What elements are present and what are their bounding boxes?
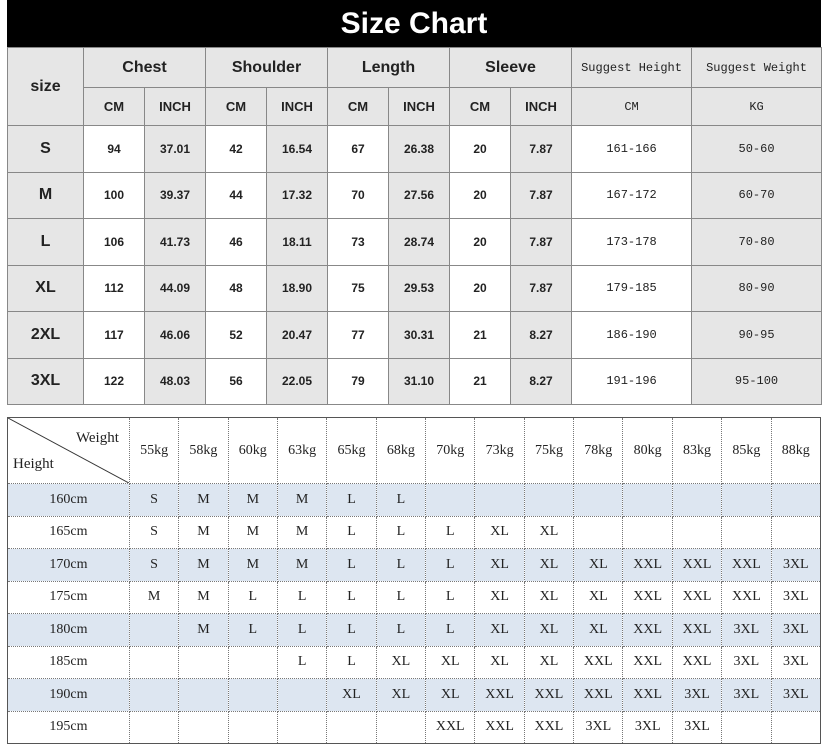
- measurement-cell: 79: [328, 358, 389, 405]
- measurement-cell: 52: [206, 312, 267, 359]
- recommended-size-cell: [771, 711, 820, 744]
- size-row: [8, 312, 822, 359]
- size-label: 3XL: [8, 358, 84, 405]
- recommended-size-cell: XXL: [475, 711, 524, 744]
- height-row: [8, 516, 821, 549]
- recommended-size-cell: L: [327, 549, 376, 582]
- weight-header-cell: 65kg: [327, 418, 376, 484]
- size-label: S: [8, 126, 84, 173]
- recommended-size-cell: L: [228, 614, 277, 647]
- weight-axis-label: Weight: [75, 430, 119, 446]
- unit-header: CM: [206, 88, 267, 126]
- diagonal-divider: [8, 418, 129, 483]
- recommended-size-cell: L: [426, 549, 475, 582]
- recommended-size-cell: L: [376, 549, 425, 582]
- recommended-size-cell: XL: [524, 549, 573, 582]
- recommended-size-cell: S: [129, 549, 178, 582]
- measurement-cell: 20: [450, 219, 511, 266]
- recommended-size-cell: M: [228, 484, 277, 517]
- measurement-cell: 30.31: [389, 312, 450, 359]
- unit-header: INCH: [389, 88, 450, 126]
- measurement-cell: 16.54: [267, 126, 328, 173]
- recommended-size-cell: L: [376, 614, 425, 647]
- recommended-size-cell: XL: [524, 581, 573, 614]
- recommended-size-cell: 3XL: [771, 549, 820, 582]
- weight-header-cell: 68kg: [376, 418, 425, 484]
- recommended-size-cell: L: [376, 581, 425, 614]
- recommended-size-cell: XL: [574, 614, 623, 647]
- recommended-size-cell: 3XL: [771, 646, 820, 679]
- measurement-cell: 7.87: [511, 265, 572, 312]
- recommended-size-cell: L: [327, 646, 376, 679]
- measurement-cell: 90-95: [692, 312, 822, 359]
- unit-header: INCH: [511, 88, 572, 126]
- recommended-size-cell: XL: [524, 516, 573, 549]
- measurement-cell: 75: [328, 265, 389, 312]
- measurement-cell: 67: [328, 126, 389, 173]
- recommended-size-cell: [771, 484, 820, 517]
- measurement-cell: 80-90: [692, 265, 822, 312]
- recommended-size-cell: [672, 516, 721, 549]
- recommended-size-cell: [179, 711, 228, 744]
- weight-header-row: [8, 418, 821, 484]
- recommended-size-cell: XL: [524, 646, 573, 679]
- recommended-size-cell: M: [179, 549, 228, 582]
- recommended-size-cell: L: [327, 516, 376, 549]
- suggest-height-header: Suggest Height: [572, 48, 692, 88]
- unit-header: INCH: [267, 88, 328, 126]
- recommended-size-cell: XL: [327, 679, 376, 712]
- height-label: 195cm: [8, 711, 130, 744]
- recommended-size-cell: [722, 711, 771, 744]
- recommended-size-cell: [672, 484, 721, 517]
- recommended-size-cell: XXL: [524, 679, 573, 712]
- recommended-size-cell: M: [228, 516, 277, 549]
- recommended-size-cell: L: [228, 581, 277, 614]
- measurement-cell: 41.73: [145, 219, 206, 266]
- recommended-size-cell: XL: [376, 679, 425, 712]
- recommended-size-cell: XXL: [574, 679, 623, 712]
- recommended-size-cell: [228, 711, 277, 744]
- measurement-cell: 31.10: [389, 358, 450, 405]
- measurement-cell: 50-60: [692, 126, 822, 173]
- recommended-size-cell: XL: [426, 679, 475, 712]
- measurement-cell: 8.27: [511, 358, 572, 405]
- recommended-size-cell: XXL: [574, 646, 623, 679]
- recommended-size-cell: XL: [574, 549, 623, 582]
- recommended-size-cell: M: [129, 581, 178, 614]
- measurement-cell: 26.38: [389, 126, 450, 173]
- measurement-cell: 73: [328, 219, 389, 266]
- size-column-header: size: [8, 48, 84, 126]
- weight-header-cell: 73kg: [475, 418, 524, 484]
- recommended-size-cell: M: [228, 549, 277, 582]
- size-row: [8, 265, 822, 312]
- measurement-cell: 20: [450, 126, 511, 173]
- recommended-size-cell: XXL: [672, 549, 721, 582]
- measurement-cell: 18.90: [267, 265, 328, 312]
- recommended-size-cell: [228, 646, 277, 679]
- unit-header: CM: [572, 88, 692, 126]
- measurement-cell: 112: [84, 265, 145, 312]
- measurement-cell: 17.32: [267, 172, 328, 219]
- recommended-size-cell: XL: [426, 646, 475, 679]
- recommended-size-cell: [722, 484, 771, 517]
- recommended-size-cell: M: [179, 581, 228, 614]
- unit-header: INCH: [145, 88, 206, 126]
- unit-header: KG: [692, 88, 822, 126]
- size-label: XL: [8, 265, 84, 312]
- recommended-size-cell: XXL: [623, 549, 672, 582]
- measurement-cell: 186-190: [572, 312, 692, 359]
- measurement-cell: 161-166: [572, 126, 692, 173]
- size-label: 2XL: [8, 312, 84, 359]
- weight-header-cell: 75kg: [524, 418, 573, 484]
- weight-header-cell: 55kg: [129, 418, 178, 484]
- shoulder-header: Shoulder: [206, 48, 328, 88]
- unit-header: CM: [84, 88, 145, 126]
- measurement-cell: 70: [328, 172, 389, 219]
- measurement-cell: 70-80: [692, 219, 822, 266]
- recommended-size-cell: L: [426, 581, 475, 614]
- weight-header-cell: 80kg: [623, 418, 672, 484]
- weight-header-cell: 58kg: [179, 418, 228, 484]
- measurement-cell: 167-172: [572, 172, 692, 219]
- recommended-size-cell: XL: [475, 581, 524, 614]
- recommended-size-cell: L: [277, 646, 326, 679]
- measurement-cell: 95-100: [692, 358, 822, 405]
- size-row: [8, 172, 822, 219]
- height-row: [8, 679, 821, 712]
- recommended-size-cell: [623, 484, 672, 517]
- height-row: [8, 711, 821, 744]
- weight-header-cell: 60kg: [228, 418, 277, 484]
- recommended-size-cell: XXL: [475, 679, 524, 712]
- height-row: [8, 581, 821, 614]
- recommended-size-cell: XXL: [672, 581, 721, 614]
- height-label: 175cm: [8, 581, 130, 614]
- recommended-size-cell: 3XL: [722, 614, 771, 647]
- recommended-size-cell: [574, 484, 623, 517]
- recommended-size-cell: 3XL: [722, 646, 771, 679]
- measurement-cell: 29.53: [389, 265, 450, 312]
- recommended-size-cell: M: [179, 516, 228, 549]
- measurement-cell: 7.87: [511, 172, 572, 219]
- recommended-size-cell: [129, 711, 178, 744]
- measurement-cell: 27.56: [389, 172, 450, 219]
- measurement-cell: 44.09: [145, 265, 206, 312]
- recommended-size-cell: XXL: [524, 711, 573, 744]
- recommended-size-cell: [228, 679, 277, 712]
- measurement-cell: 56: [206, 358, 267, 405]
- height-label: 190cm: [8, 679, 130, 712]
- recommended-size-cell: S: [129, 516, 178, 549]
- height-row: [8, 614, 821, 647]
- recommended-size-cell: M: [179, 484, 228, 517]
- recommended-size-cell: M: [277, 484, 326, 517]
- recommended-size-cell: [524, 484, 573, 517]
- measurement-cell: 179-185: [572, 265, 692, 312]
- measurement-cell: 46.06: [145, 312, 206, 359]
- recommended-size-cell: L: [327, 484, 376, 517]
- height-label: 185cm: [8, 646, 130, 679]
- recommended-size-cell: L: [277, 581, 326, 614]
- measurement-cell: 46: [206, 219, 267, 266]
- recommended-size-cell: 3XL: [771, 679, 820, 712]
- page-title: Size Chart: [7, 0, 821, 47]
- recommended-size-cell: XXL: [623, 646, 672, 679]
- recommended-size-cell: 3XL: [574, 711, 623, 744]
- recommended-size-cell: [129, 679, 178, 712]
- unit-header: CM: [328, 88, 389, 126]
- measurement-cell: 8.27: [511, 312, 572, 359]
- recommended-size-cell: [179, 646, 228, 679]
- measurement-cell: 37.01: [145, 126, 206, 173]
- recommended-size-cell: M: [277, 549, 326, 582]
- recommended-size-cell: S: [129, 484, 178, 517]
- measurement-cell: 173-178: [572, 219, 692, 266]
- recommended-size-cell: L: [327, 581, 376, 614]
- recommended-size-cell: 3XL: [672, 679, 721, 712]
- measurement-cell: 20.47: [267, 312, 328, 359]
- recommended-size-cell: XL: [524, 614, 573, 647]
- weight-header-cell: 85kg: [722, 418, 771, 484]
- recommended-size-cell: L: [426, 614, 475, 647]
- recommended-size-cell: M: [179, 614, 228, 647]
- recommended-size-cell: [327, 711, 376, 744]
- measurement-cell: 22.05: [267, 358, 328, 405]
- recommended-size-cell: L: [376, 484, 425, 517]
- weight-header-cell: 88kg: [771, 418, 820, 484]
- height-row: [8, 646, 821, 679]
- recommended-size-cell: XL: [475, 516, 524, 549]
- size-chart-table: [7, 47, 822, 405]
- measurement-cell: 18.11: [267, 219, 328, 266]
- height-row: [8, 484, 821, 517]
- recommended-size-cell: [129, 614, 178, 647]
- measurement-cell: 106: [84, 219, 145, 266]
- recommended-size-cell: [129, 646, 178, 679]
- recommended-size-cell: L: [327, 614, 376, 647]
- recommended-size-cell: L: [426, 516, 475, 549]
- recommended-size-cell: XL: [475, 614, 524, 647]
- measurement-cell: 191-196: [572, 358, 692, 405]
- height-label: 160cm: [8, 484, 130, 517]
- recommended-size-cell: XXL: [672, 614, 721, 647]
- recommended-size-cell: L: [376, 516, 425, 549]
- unit-header: CM: [450, 88, 511, 126]
- size-label: L: [8, 219, 84, 266]
- recommended-size-cell: 3XL: [672, 711, 721, 744]
- chest-header: Chest: [84, 48, 206, 88]
- sleeve-header: Sleeve: [450, 48, 572, 88]
- recommended-size-cell: XL: [475, 646, 524, 679]
- recommended-size-cell: [277, 711, 326, 744]
- recommended-size-cell: XXL: [623, 614, 672, 647]
- recommended-size-cell: [623, 516, 672, 549]
- measurement-cell: 7.87: [511, 126, 572, 173]
- recommended-size-cell: [722, 516, 771, 549]
- recommended-size-cell: 3XL: [771, 614, 820, 647]
- corner-cell: [8, 418, 130, 484]
- height-label: 180cm: [8, 614, 130, 647]
- height-row: [8, 549, 821, 582]
- recommended-size-cell: XXL: [623, 679, 672, 712]
- measurement-cell: 42: [206, 126, 267, 173]
- measurement-cell: 48.03: [145, 358, 206, 405]
- weight-header-cell: 63kg: [277, 418, 326, 484]
- measurement-cell: 7.87: [511, 219, 572, 266]
- size-row: [8, 126, 822, 173]
- measurement-cell: 60-70: [692, 172, 822, 219]
- recommended-size-cell: 3XL: [722, 679, 771, 712]
- measurement-cell: 94: [84, 126, 145, 173]
- measurement-cell: 28.74: [389, 219, 450, 266]
- recommended-size-cell: [376, 711, 425, 744]
- recommended-size-cell: [426, 484, 475, 517]
- measurement-cell: 77: [328, 312, 389, 359]
- weight-header-cell: 70kg: [426, 418, 475, 484]
- weight-header-cell: 83kg: [672, 418, 721, 484]
- recommended-size-cell: [771, 516, 820, 549]
- height-label: 170cm: [8, 549, 130, 582]
- measurement-cell: 117: [84, 312, 145, 359]
- recommended-size-cell: XXL: [722, 549, 771, 582]
- measurement-cell: 20: [450, 172, 511, 219]
- height-axis-label: Height: [13, 456, 54, 472]
- recommended-size-cell: L: [277, 614, 326, 647]
- measurement-cell: 122: [84, 358, 145, 405]
- recommended-size-cell: M: [277, 516, 326, 549]
- recommended-size-cell: XXL: [672, 646, 721, 679]
- measurement-cell: 21: [450, 358, 511, 405]
- weight-header-cell: 78kg: [574, 418, 623, 484]
- measurement-cell: 21: [450, 312, 511, 359]
- recommended-size-cell: 3XL: [771, 581, 820, 614]
- recommended-size-cell: XXL: [623, 581, 672, 614]
- height-weight-fit-table: [7, 417, 821, 744]
- suggest-weight-header: Suggest Weight: [692, 48, 822, 88]
- recommended-size-cell: XXL: [426, 711, 475, 744]
- recommended-size-cell: 3XL: [623, 711, 672, 744]
- measurement-cell: 100: [84, 172, 145, 219]
- measurement-cell: 39.37: [145, 172, 206, 219]
- recommended-size-cell: [475, 484, 524, 517]
- measurement-cell: 48: [206, 265, 267, 312]
- size-label: M: [8, 172, 84, 219]
- length-header: Length: [328, 48, 450, 88]
- recommended-size-cell: [179, 679, 228, 712]
- recommended-size-cell: [574, 516, 623, 549]
- size-row: [8, 358, 822, 405]
- recommended-size-cell: XL: [475, 549, 524, 582]
- recommended-size-cell: XL: [376, 646, 425, 679]
- recommended-size-cell: XXL: [722, 581, 771, 614]
- recommended-size-cell: [277, 679, 326, 712]
- measurement-cell: 20: [450, 265, 511, 312]
- size-row: [8, 219, 822, 266]
- measurement-cell: 44: [206, 172, 267, 219]
- recommended-size-cell: XL: [574, 581, 623, 614]
- height-label: 165cm: [8, 516, 130, 549]
